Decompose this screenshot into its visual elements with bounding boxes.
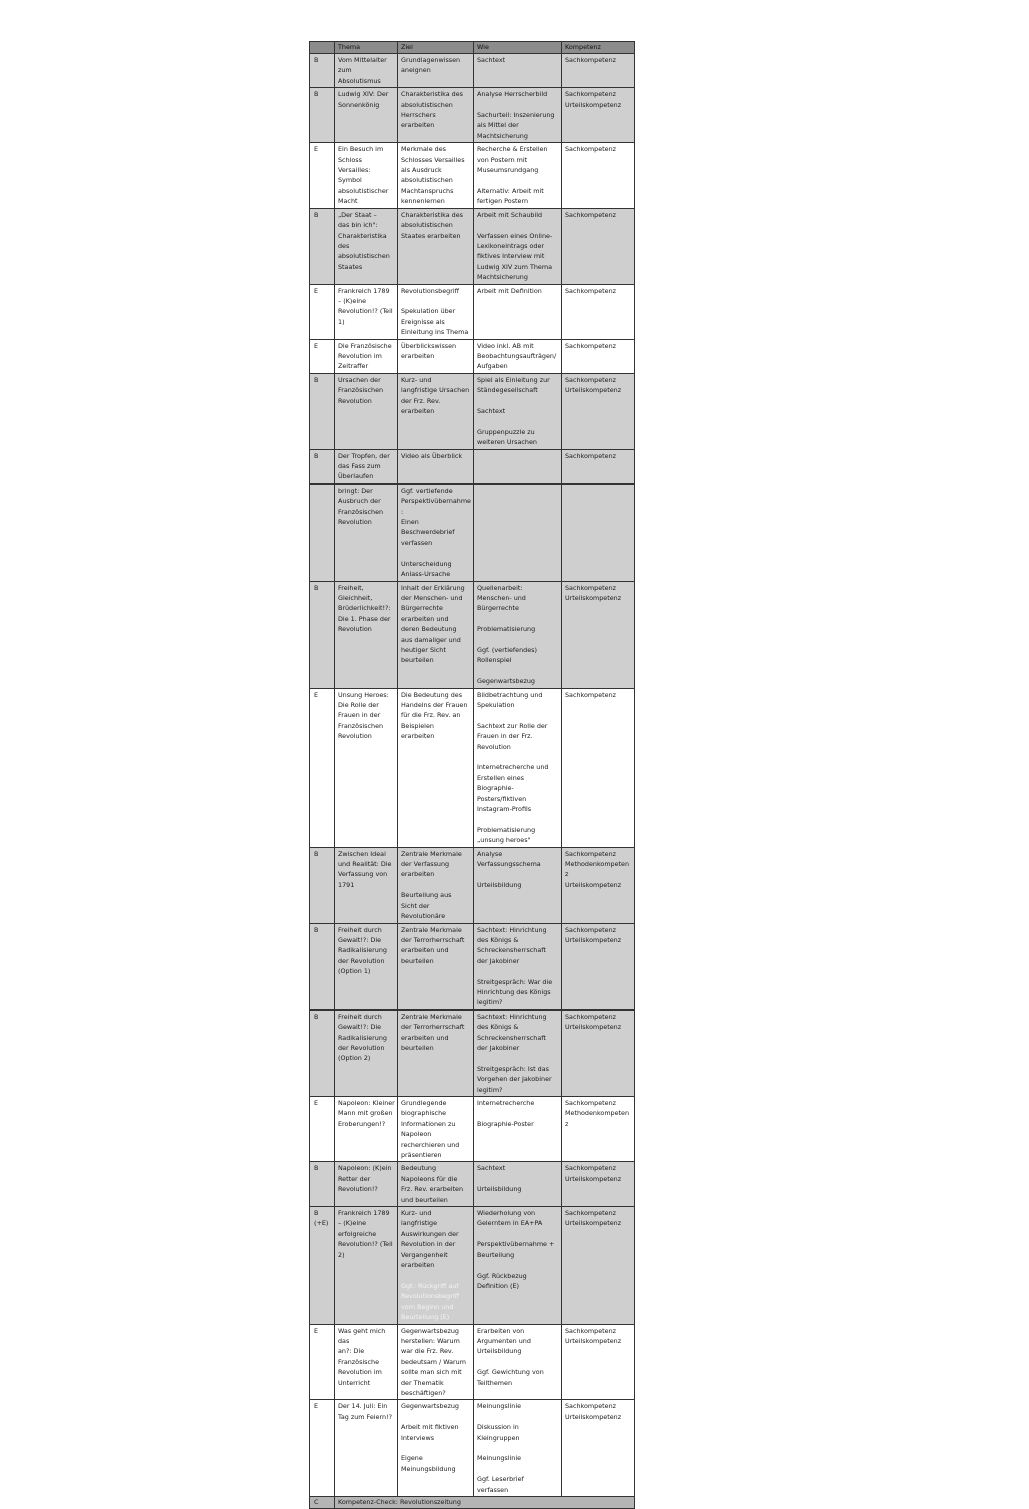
wie-cell: Spiel als Einleitung zur Ständegesellschaft Sachtext Gruppenpuzzle zu weiteren Ursachen xyxy=(474,373,562,449)
kompetenz-cell: Sachkompetenz Urteilskompetenz xyxy=(562,1400,635,1497)
type-cell: B xyxy=(310,208,335,284)
wie-cell: Recherche & Erstellen von Postern mit Museumsrundgang Alternativ: Arbeit mit fertigen Postern xyxy=(474,143,562,208)
header-cell-thema: Thema xyxy=(335,42,398,54)
type-cell: B xyxy=(310,54,335,88)
thema-cell: Freiheit durch Gewalt!?: Die Radikalisierung der Revolution (Option 2) xyxy=(335,1010,398,1097)
wie-cell: Wiederholung von Gelerntem in EA+PA Perspektivübernahme + Beurteilung Ggf. Rückbezug Definition (E) xyxy=(474,1207,562,1324)
ziel-cell xyxy=(398,1207,474,1324)
thema-cell: Freiheit, Gleichheit, Brüderlichkeit!?: Die 1. Phase der Revolution xyxy=(335,581,398,688)
wie-cell: Sachtext: Hinrichtung des Königs & Schreckensherrschaft der Jakobiner Streitgespräch: Ist das Vorgehen der Jakobiner legitim? xyxy=(474,1010,562,1097)
type-cell: E xyxy=(310,143,335,208)
wie-cell: Sachtext xyxy=(474,54,562,88)
ziel-cell: Charakteristika des absolutistischen Herrschers erarbeiten xyxy=(398,88,474,143)
table-row xyxy=(310,1162,635,1207)
type-cell: B xyxy=(310,581,335,688)
ziel-highlight-text: Ggf.: Rückgriff auf Revolutionsbegriff vom Beginn und Beurteilung (E) xyxy=(401,1281,460,1322)
wie-cell: Sachtext Urteilsbildung xyxy=(474,1162,562,1207)
kompetenz-cell: Sachkompetenz xyxy=(562,339,635,373)
type-cell: B xyxy=(310,1162,335,1207)
ziel-cell: Ggf. vertiefende Perspektivübernahme: Einen Beschwerdebrief verfassen Unterscheidung Anlass-Ursache xyxy=(398,484,474,581)
table-row xyxy=(310,88,635,143)
thema-cell: Der Tropfen, der das Fass zum Überlaufen xyxy=(335,449,398,484)
header-row xyxy=(310,42,635,54)
kompetenz-cell: Sachkompetenz xyxy=(562,143,635,208)
kompetenz-cell: Sachkompetenz xyxy=(562,449,635,484)
table-body xyxy=(310,54,635,1497)
table-row xyxy=(310,923,635,1010)
ziel-cell: Grundlegende biographische Informationen zu Napoleon recherchieren und präsentieren xyxy=(398,1097,474,1162)
table-row xyxy=(310,484,635,581)
ziel-cell: Revolutionsbegriff Spekulation über Ereignisse als Einleitung ins Thema xyxy=(398,284,474,339)
wie-cell: Meinungslinie Diskussion in Kleingruppen Meinungslinie Ggf. Leserbrief verfassen xyxy=(474,1400,562,1497)
thema-cell: Napoleon: Kleiner Mann mit großen Eroberungen!? xyxy=(335,1097,398,1162)
thema-cell: Ursachen der Französischen Revolution xyxy=(335,373,398,449)
kompetenz-cell: Sachkompetenz Urteilskompetenz xyxy=(562,88,635,143)
thema-cell: bringt: Der Ausbruch der Französischen Revolution xyxy=(335,484,398,581)
thema-cell: Unsung Heroes: Die Rolle der Frauen in der Französischen Revolution xyxy=(335,688,398,847)
ziel-cell: Grundlagenwissen aneignen xyxy=(398,54,474,88)
table-row xyxy=(310,1097,635,1162)
ziel-cell: Inhalt der Erklärung der Menschen- und Bürgerrechte erarbeiten und deren Bedeutung aus damaliger und heutiger Sicht beurteilen xyxy=(398,581,474,688)
type-cell: E xyxy=(310,284,335,339)
wie-cell: Internetrecherche Biographie-Poster xyxy=(474,1097,562,1162)
kompetenz-cell: Sachkompetenz Methodenkompetenz xyxy=(562,1097,635,1162)
thema-cell: Freiheit durch Gewalt!?: Die Radikalisierung der Revolution (Option 1) xyxy=(335,923,398,1010)
wie-cell: Arbeit mit Definition xyxy=(474,284,562,339)
type-cell: E xyxy=(310,1324,335,1400)
lesson-plan-table xyxy=(309,41,635,1509)
footer-text-cell: Kompetenz-Check: Revolutionszeitung xyxy=(335,1497,635,1509)
thema-cell: Frankreich 1789 – (K)eine erfolgreiche Revolution!? (Teil 2) xyxy=(335,1207,398,1324)
kompetenz-cell: Sachkompetenz Urteilskompetenz xyxy=(562,1324,635,1400)
kompetenz-cell: Sachkompetenz Urteilskompetenz xyxy=(562,1207,635,1324)
thema-cell: „Der Staat – das bin ich": Charakteristika des absolutistischen Staates xyxy=(335,208,398,284)
kompetenz-cell: Sachkompetenz Urteilskompetenz xyxy=(562,373,635,449)
table-row xyxy=(310,449,635,484)
ziel-cell: Bedeutung Napoleons für die Frz. Rev. erarbeiten und beurteilen xyxy=(398,1162,474,1207)
ziel-cell: Zentrale Merkmale der Verfassung erarbeiten Beurteilung aus Sicht der Revolutionäre xyxy=(398,847,474,923)
ziel-cell: Kurz- und langfristige Ursachen der Frz. Rev. erarbeiten xyxy=(398,373,474,449)
table-row xyxy=(310,1400,635,1497)
type-cell: E xyxy=(310,339,335,373)
thema-cell: Was geht mich das an?: Die Französische Revolution im Unterricht xyxy=(335,1324,398,1400)
thema-cell: Ein Besuch im Schloss Versailles: Symbol absolutistischer Macht xyxy=(335,143,398,208)
ziel-text: Kurz- und langfristige Auswirkungen der Revolution in der Vergangenheit erarbeiten xyxy=(401,1209,459,1270)
header-cell-kompetenz: Kompetenz xyxy=(562,42,635,54)
wie-cell: Quellenarbeit: Menschen- und Bürgerrechte Problematisierung Ggf. (vertiefendes) Rollenspiel Gegenwartsbezug xyxy=(474,581,562,688)
kompetenz-cell: Sachkompetenz xyxy=(562,688,635,847)
ziel-cell: Merkmale des Schlosses Versailles als Ausdruck absolutistischen Machtanspruchs kennenlernen xyxy=(398,143,474,208)
kompetenz-cell: Sachkompetenz Urteilskompetenz xyxy=(562,581,635,688)
wie-cell: Analyse Verfassungsschema Urteilsbildung xyxy=(474,847,562,923)
ziel-cell: Video als Überblick xyxy=(398,449,474,484)
type-cell: B xyxy=(310,373,335,449)
footer-type-cell: C xyxy=(310,1497,335,1509)
type-cell: E xyxy=(310,1097,335,1162)
thema-cell: Zwischen Ideal und Realität: Die Verfassung von 1791 xyxy=(335,847,398,923)
header-cell-ziel: Ziel xyxy=(398,42,474,54)
type-cell: E xyxy=(310,1400,335,1497)
ziel-cell: Zentrale Merkmale der Terrorherrschaft erarbeiten und beurteilen xyxy=(398,923,474,1010)
thema-cell: Vom Mittelalter zum Absolutismus xyxy=(335,54,398,88)
wie-cell xyxy=(474,484,562,581)
kompetenz-cell: Sachkompetenz xyxy=(562,284,635,339)
footer-row xyxy=(310,1497,635,1509)
table-row xyxy=(310,688,635,847)
thema-cell: Napoleon: (K)ein Retter der Revolution!? xyxy=(335,1162,398,1207)
table-row xyxy=(310,143,635,208)
table-row xyxy=(310,1324,635,1400)
kompetenz-cell: Sachkompetenz Urteilskompetenz xyxy=(562,1010,635,1097)
kompetenz-cell: Sachkompetenz Urteilskompetenz xyxy=(562,923,635,1010)
type-cell: B xyxy=(310,847,335,923)
header-cell-wie: Wie xyxy=(474,42,562,54)
type-cell xyxy=(310,484,335,581)
table-row xyxy=(310,581,635,688)
type-cell: B xyxy=(310,923,335,1010)
kompetenz-cell: Sachkompetenz Urteilskompetenz xyxy=(562,1162,635,1207)
wie-cell: Sachtext: Hinrichtung des Königs & Schreckensherrschaft der Jakobiner Streitgespräch: War die Hinrichtung des Königs legitim? xyxy=(474,923,562,1010)
table-row xyxy=(310,847,635,923)
type-cell: B xyxy=(310,449,335,484)
thema-cell: Frankreich 1789 – (K)eine Revolution!? (Teil 1) xyxy=(335,284,398,339)
table-row xyxy=(310,339,635,373)
type-cell: B (+E) xyxy=(310,1207,335,1324)
ziel-cell: Die Bedeutung des Handelns der Frauen für die Frz. Rev. an Beispielen erarbeiten xyxy=(398,688,474,847)
table-row xyxy=(310,373,635,449)
table-row xyxy=(310,54,635,88)
type-cell: B xyxy=(310,88,335,143)
table-row xyxy=(310,1207,635,1324)
table-row xyxy=(310,284,635,339)
kompetenz-cell: Sachkompetenz xyxy=(562,208,635,284)
wie-cell: Analyse Herrscherbild Sachurteil: Inszenierung als Mittel der Machtsicherung xyxy=(474,88,562,143)
type-cell: E xyxy=(310,688,335,847)
header-cell-type xyxy=(310,42,335,54)
ziel-cell: Charakteristika des absolutistischen Staates erarbeiten xyxy=(398,208,474,284)
thema-cell: Ludwig XIV: Der Sonnenkönig xyxy=(335,88,398,143)
ziel-cell: Überblickswissen erarbeiten xyxy=(398,339,474,373)
ziel-cell: Zentrale Merkmale der Terrorherrschaft erarbeiten und beurteilen xyxy=(398,1010,474,1097)
kompetenz-cell: Sachkompetenz Methodenkompetenz Urteilskompetenz xyxy=(562,847,635,923)
ziel-cell: Gegenwartsbezug Arbeit mit fiktiven Interviews Eigene Meinungsbildung xyxy=(398,1400,474,1497)
wie-cell: Bildbetrachtung und Spekulation Sachtext zur Rolle der Frauen in der Frz. Revolution Internetrecherche und Erstellen eines Biographie- Posters/fiktiven Instagram-Profils Problematisierung „unsung heroes" xyxy=(474,688,562,847)
thema-cell: Die Französische Revolution im Zeitraffer xyxy=(335,339,398,373)
wie-cell: Arbeit mit Schaubild Verfassen eines Online- Lexikoneintrags oder fiktives Interview mit Ludwig XIV zum Thema Machtsicherung xyxy=(474,208,562,284)
ziel-cell: Gegenwartsbezug herstellen: Warum war die Frz. Rev. bedeutsam / Warum sollte man sich mit der Thematik beschäftigen? xyxy=(398,1324,474,1400)
thema-cell: Der 14. Juli: Ein Tag zum Feiern!? xyxy=(335,1400,398,1497)
kompetenz-cell xyxy=(562,484,635,581)
type-cell: B xyxy=(310,1010,335,1097)
wie-cell: Erarbeiten von Argumenten und Urteilsbildung Ggf. Gewichtung von Teilthemen xyxy=(474,1324,562,1400)
table-row xyxy=(310,208,635,284)
table-row xyxy=(310,1010,635,1097)
wie-cell xyxy=(474,449,562,484)
wie-cell: Video inkl. AB mit Beobachtungsaufträgen/ Aufgaben xyxy=(474,339,562,373)
kompetenz-cell: Sachkompetenz xyxy=(562,54,635,88)
